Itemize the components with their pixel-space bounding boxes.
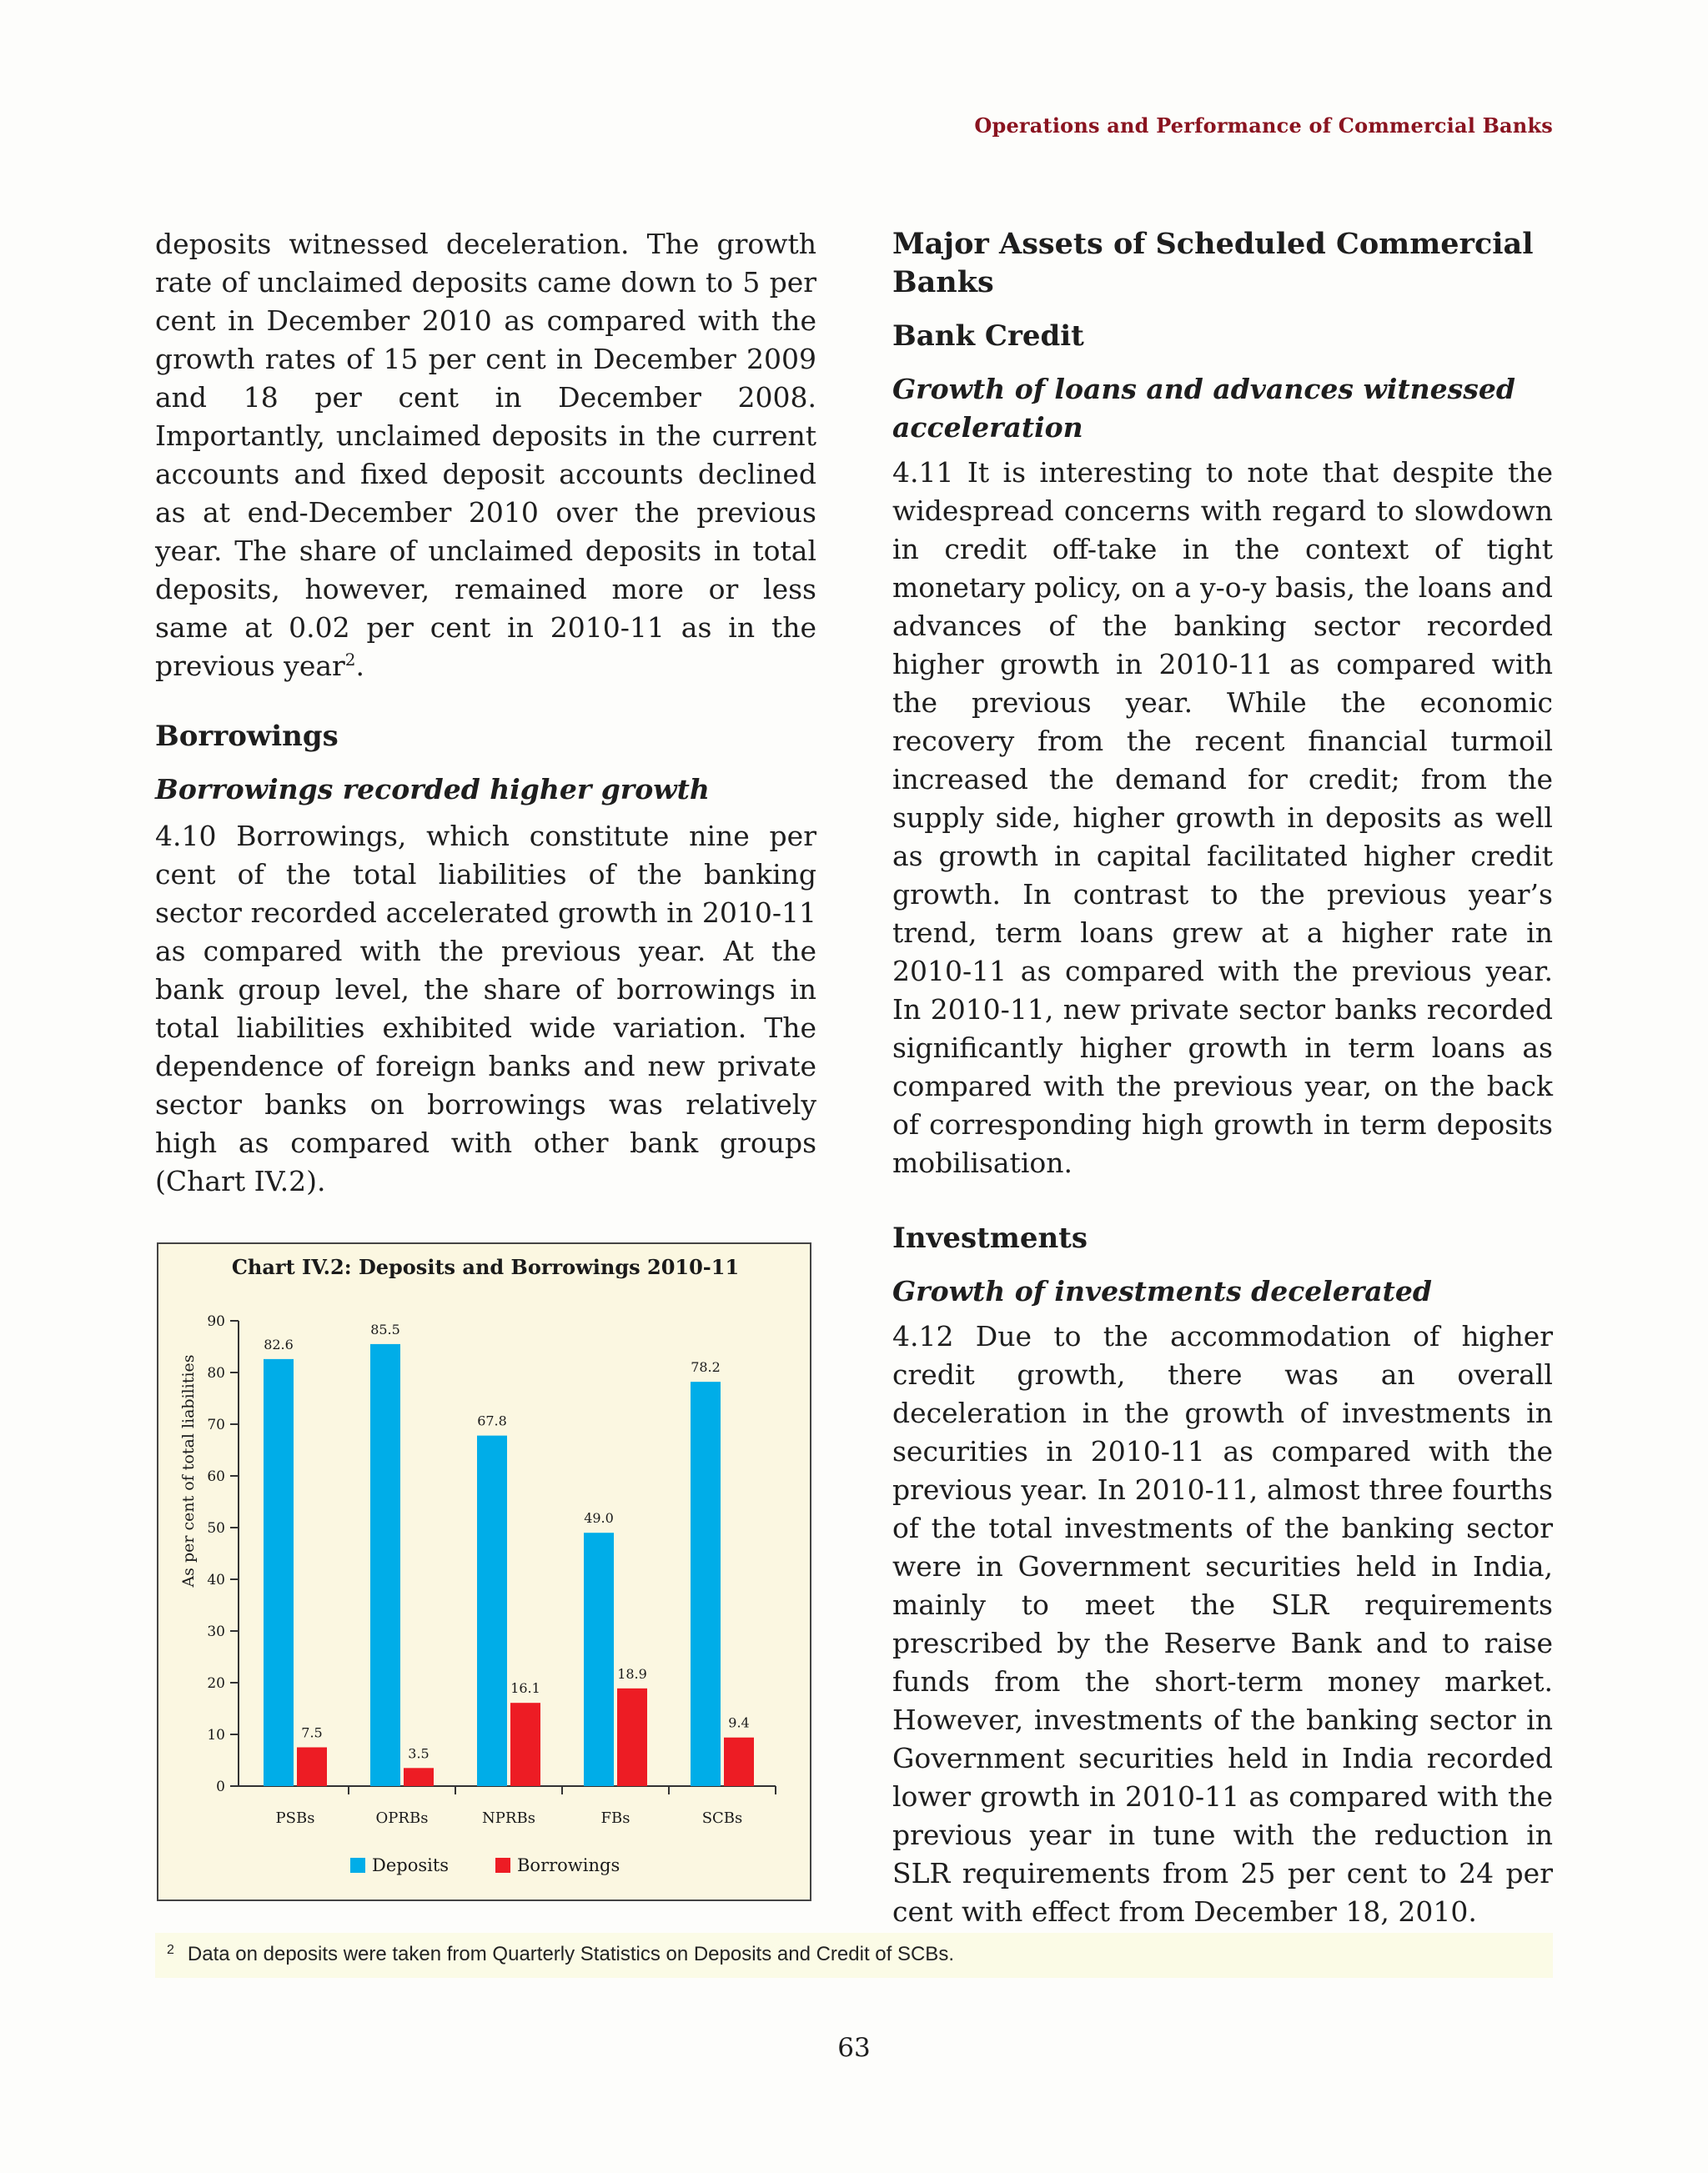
bar-borrowings-psbs — [297, 1748, 327, 1787]
data-label-deposits: 49.0 — [584, 1510, 614, 1527]
running-header: Operations and Performance of Commercial Banks — [974, 113, 1553, 138]
y-tick-label: 20 — [207, 1675, 225, 1692]
legend-swatch-deposits — [350, 1858, 365, 1873]
bar-deposits-scbs — [691, 1382, 721, 1786]
subheading-borrowings: Borrowings recorded higher growth — [155, 773, 710, 805]
data-label-deposits: 85.5 — [370, 1321, 400, 1337]
data-label-borrowings: 18.9 — [617, 1665, 647, 1682]
y-tick-label: 60 — [207, 1468, 225, 1485]
heading-major-assets: Major Assets of Scheduled Commercial Banks — [892, 227, 1534, 299]
footnote-ref[interactable]: 2 — [344, 650, 356, 670]
bar-deposits-oprbs — [370, 1344, 400, 1786]
footnote — [167, 1943, 954, 1966]
chart-deposits-borrowings — [157, 1242, 811, 1901]
y-tick-label: 30 — [207, 1623, 225, 1640]
data-label-deposits: 78.2 — [691, 1359, 721, 1376]
data-label-borrowings: 3.5 — [408, 1745, 430, 1762]
data-label-borrowings: 9.4 — [728, 1714, 750, 1731]
left-column — [155, 225, 816, 1201]
data-label-deposits: 82.6 — [264, 1336, 294, 1352]
y-tick-label: 10 — [207, 1727, 225, 1744]
data-label-deposits: 67.8 — [477, 1413, 507, 1429]
x-tick-label: NPRBs — [482, 1809, 535, 1827]
chart-plot-area — [207, 1313, 776, 1827]
paragraph-4-11: 4.11 It is interesting to note that despite the widespread concerns with regard to slowdown in credit off-take in the context of tight monetary policy, on a y-o-y basis, the loans and advances of the banking sector recorded higher growth in 2010-11 as compared with the previous year. While the economic recovery from the recent financial turmoil increased the demand for credit; from the supply side, higher growth in deposits as well as growth in capital facilitated higher credit growth. In contrast to the previous year’s trend, term loans grew at a higher rate in 2010-11 as compared with the previous year. In 2010-11, new private sector banks recorded significantly higher growth in term loans as compared with the previous year, on the back of corresponding high growth in term deposits mobilisation. — [892, 456, 1553, 1179]
x-tick-label: SCBs — [701, 1809, 743, 1827]
paragraph-4-10: 4.10 Borrowings, which constitute nine per cent of the total liabilities of the banking sector recorded accelerated growth in 2010-11 as compared with the previous year. At the bank group level, the share of borrowings in total liabilities exhibited wide variation. The dependence of foreign banks and new private sector banks on borrowings was relatively high as compared with other bank groups (Chart IV.2). — [155, 820, 816, 1197]
footnote-mark: 2 — [167, 1943, 174, 1957]
y-tick-label: 90 — [207, 1313, 225, 1330]
right-column — [892, 225, 1553, 1931]
legend-swatch-borrowings — [495, 1858, 510, 1873]
bar-deposits-nprbs — [477, 1436, 507, 1786]
bar-borrowings-oprbs — [404, 1768, 434, 1786]
data-label-borrowings: 16.1 — [510, 1680, 540, 1697]
subheading-investments: Growth of investments decelerated — [892, 1275, 1432, 1307]
page-number: 63 — [837, 2033, 871, 2063]
x-tick-label: PSBs — [275, 1809, 315, 1827]
x-tick-label: OPRBs — [375, 1809, 429, 1827]
paragraph-intro: deposits witnessed deceleration. The growth rate of unclaimed deposits came down to 5 per cent in December 2010 as compared with the growth rates of 15 per cent in December 2009 and 18 per cent in December 2008. Importantly, unclaimed deposits in the current accounts and fixed deposit accounts declined as at end-December 2010 over the previous year. The share of unclaimed deposits in total deposits, however, remained more or less same at 0.02 per cent in 2010-11 as in the previous year$^2$. — [155, 228, 816, 682]
legend-label-deposits: Deposits — [372, 1855, 450, 1875]
subheading-loans: Growth of loans and advances witnessed acceleration — [892, 373, 1515, 444]
chart-canvas — [158, 1244, 813, 1903]
bar-deposits-psbs — [264, 1359, 294, 1786]
bar-borrowings-fbs — [617, 1689, 647, 1786]
bar-deposits-fbs — [584, 1533, 614, 1786]
y-tick-label: 80 — [207, 1365, 225, 1382]
legend-label-borrowings: Borrowings — [517, 1855, 620, 1875]
y-tick-label: 40 — [207, 1572, 225, 1588]
y-tick-label: 50 — [207, 1520, 225, 1537]
heading-borrowings: Borrowings — [155, 720, 339, 753]
data-label-borrowings: 7.5 — [301, 1724, 323, 1741]
heading-investments: Investments — [892, 1222, 1088, 1255]
y-tick-label: 70 — [207, 1417, 225, 1433]
x-tick-label: FBs — [600, 1809, 630, 1827]
y-tick-label: 0 — [216, 1779, 225, 1795]
bar-borrowings-scbs — [724, 1738, 754, 1786]
paragraph-4-12: 4.12 Due to the accommodation of higher credit growth, there was an overall deceleration in the growth of investments in securities in 2010-11 as compared with the previous year. In 2010-11, almost three fourths of the total investments of the banking sector were in Government securities held in India, mainly to meet the SLR requirements prescribed by the Reserve Bank and to raise funds from the short-term money market. However, investments of the banking sector in Government securities held in India recorded lower growth in 2010-11 as compared with the previous year in tune with the reduction in SLR requirements from 25 per cent to 24 per cent with effect from December 18, 2010. — [892, 1320, 1553, 1928]
footnote-text: Data on deposits were taken from Quarterly Statistics on Deposits and Credit of SCBs. — [187, 1943, 954, 1965]
chart-y-axis-label: As per cent of total liabilities — [179, 1354, 198, 1588]
chart-legend — [350, 1855, 620, 1875]
chart-title: Chart IV.2: Deposits and Borrowings 2010-11 — [231, 1255, 740, 1279]
bar-borrowings-nprbs — [510, 1703, 540, 1786]
heading-bank-credit: Bank Credit — [892, 319, 1084, 353]
